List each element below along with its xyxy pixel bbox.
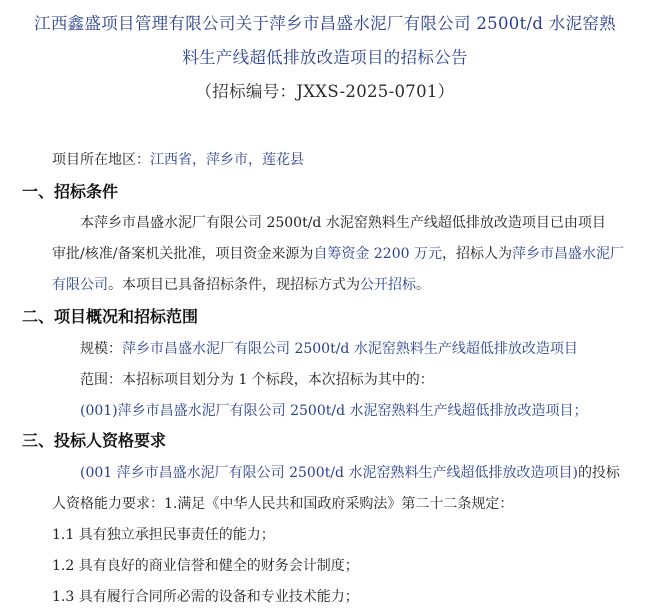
requirement-item: 1.1 具有独立承担民事责任的能力； bbox=[52, 527, 275, 543]
location-label: 项目所在地区： bbox=[52, 152, 150, 168]
section-1-text-2b: ，招标人为 bbox=[441, 246, 512, 262]
section-3-project: (001 萍乡市昌盛水泥厂有限公司 2500t/d 水泥窑熟料生产线超低排放改造项目) bbox=[80, 465, 578, 481]
tender-code-prefix: （招标编号： bbox=[195, 82, 297, 101]
lot-line: (001)萍乡市昌盛水泥厂有限公司 2500t/d 水泥窑熟料生产线超低排放改造项目； bbox=[80, 403, 588, 419]
scale-value: 萍乡市昌盛水泥厂有限公司 2500t/d 水泥窑熟料生产线超低排放改造项目 bbox=[122, 341, 578, 357]
section-1-text-1: 本萍乡市昌盛水泥厂有限公司 2500t/d 水泥窑熟料生产线超低排放改造项目已由项目 bbox=[80, 215, 606, 231]
section-3-text-1 bbox=[80, 463, 620, 483]
section-3-text-1b: 的投标 bbox=[577, 465, 620, 481]
section-2-heading: 二、项目概况和招标范围 bbox=[22, 307, 199, 326]
project-location bbox=[52, 150, 304, 170]
section-1-text-3b: 。 bbox=[416, 277, 430, 293]
tender-code-suffix: ） bbox=[437, 82, 455, 101]
section-3-text-2: 人资格能力要求：1.满足《中华人民共和国政府采购法》第二十二条规定： bbox=[52, 496, 514, 512]
tender-method: 公开招标 bbox=[360, 277, 416, 293]
tender-code-value: JXXS-2025-0701 bbox=[296, 82, 438, 101]
section-1-heading: 一、招标条件 bbox=[22, 182, 119, 201]
requirement-item: 1.3 具有履行合同所必需的设备和专业技术能力； bbox=[52, 589, 359, 605]
location-value: 江西省，萍乡市，莲花县 bbox=[150, 152, 304, 168]
title-line-2: 料生产线超低排放改造项目的招标公告 bbox=[182, 48, 468, 67]
fund-source: 自筹资金 2200 万元 bbox=[313, 246, 442, 262]
requirement-item: 1.2 具有良好的商业信誉和健全的财务会计制度； bbox=[52, 558, 359, 574]
tenderer-name-b: 有限公司 bbox=[52, 277, 108, 293]
section-3-heading: 三、投标人资格要求 bbox=[22, 431, 167, 450]
section-1-text-3 bbox=[52, 275, 430, 295]
title-line-1: 江西鑫盛项目管理有限公司关于萍乡市昌盛水泥厂有限公司 2500t/d 水泥窑熟 bbox=[34, 14, 616, 33]
section-1-text-2 bbox=[52, 244, 624, 264]
section-1-text-3a: 。本项目已具备招标条件，现招标方式为 bbox=[108, 277, 360, 293]
tenderer-name-a: 萍乡市昌盛水泥厂 bbox=[511, 246, 624, 262]
tender-code bbox=[0, 78, 650, 102]
scope-line: 范围：本招标项目划分为 1 个标段，本次招标为其中的： bbox=[80, 372, 434, 388]
scale-label: 规模： bbox=[80, 341, 122, 357]
section-1-text-2a: 审批/核准/备案机关批准，项目资金来源为 bbox=[52, 246, 314, 262]
scale-line bbox=[80, 339, 578, 359]
